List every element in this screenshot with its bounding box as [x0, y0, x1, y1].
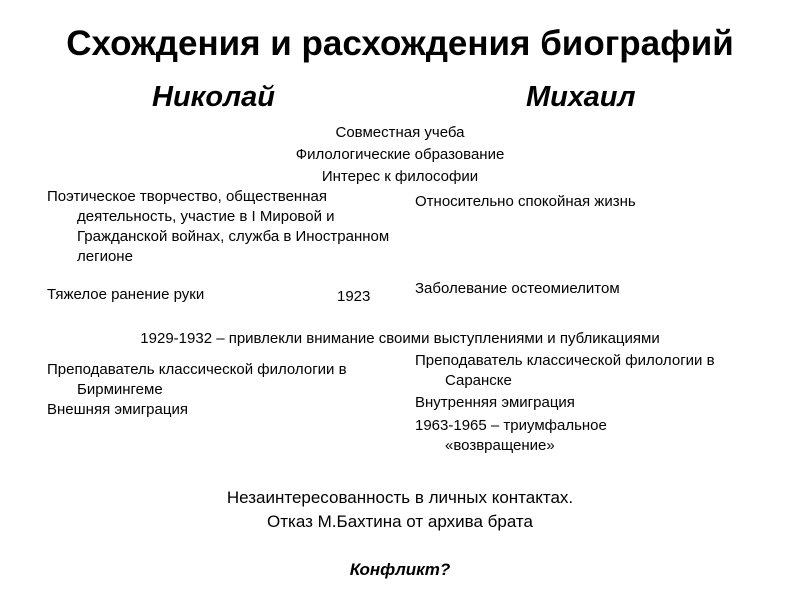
common-facts-list [0, 122, 800, 188]
common-fact-education: Филологические образование [295, 146, 505, 163]
bottom-line-archive: Отказ М.Бахтина от архива брата [267, 512, 533, 531]
common-fact-philosophy: Интерес к философии [321, 168, 479, 185]
mikhail-emigration: Внутренняя эмиграция [415, 394, 575, 411]
nikolai-emigration: Внешняя эмиграция [47, 401, 188, 418]
year-1923: 1923 [337, 288, 371, 305]
name-nikolai: Николай [152, 81, 275, 113]
conflict-question: Конфликт? [349, 560, 451, 579]
common-fact-study: Совместная учеба [335, 124, 465, 141]
nikolai-wound: Тяжелое ранение руки [47, 286, 205, 303]
shared-event-1929: 1929-1932 – привлекли внимание своими выступлениями и публикациями [140, 330, 660, 347]
mikhail-calm-life: Относительно спокойная жизнь [415, 193, 636, 210]
name-mikhail: Михаил [526, 81, 636, 113]
mikhail-return: 1963-1965 – триумфальное «возвращение» [415, 417, 607, 454]
bottom-line-contacts: Незаинтересованность в личных контактах. [226, 488, 574, 507]
mikhail-illness: Заболевание остеомиелитом [415, 280, 620, 297]
nikolai-creative-activity: Поэтическое творчество, общественная деятельность, участие в I Мировой и Гражданской войнах, служба в Иностранном легионе [47, 188, 390, 265]
nikolai-teacher: Преподаватель классической филологии в Бирмингеме [47, 361, 347, 398]
slide-title: Схождения и расхождения биографий [66, 24, 734, 63]
mikhail-teacher: Преподаватель классической филологии в Саранске [415, 352, 715, 389]
